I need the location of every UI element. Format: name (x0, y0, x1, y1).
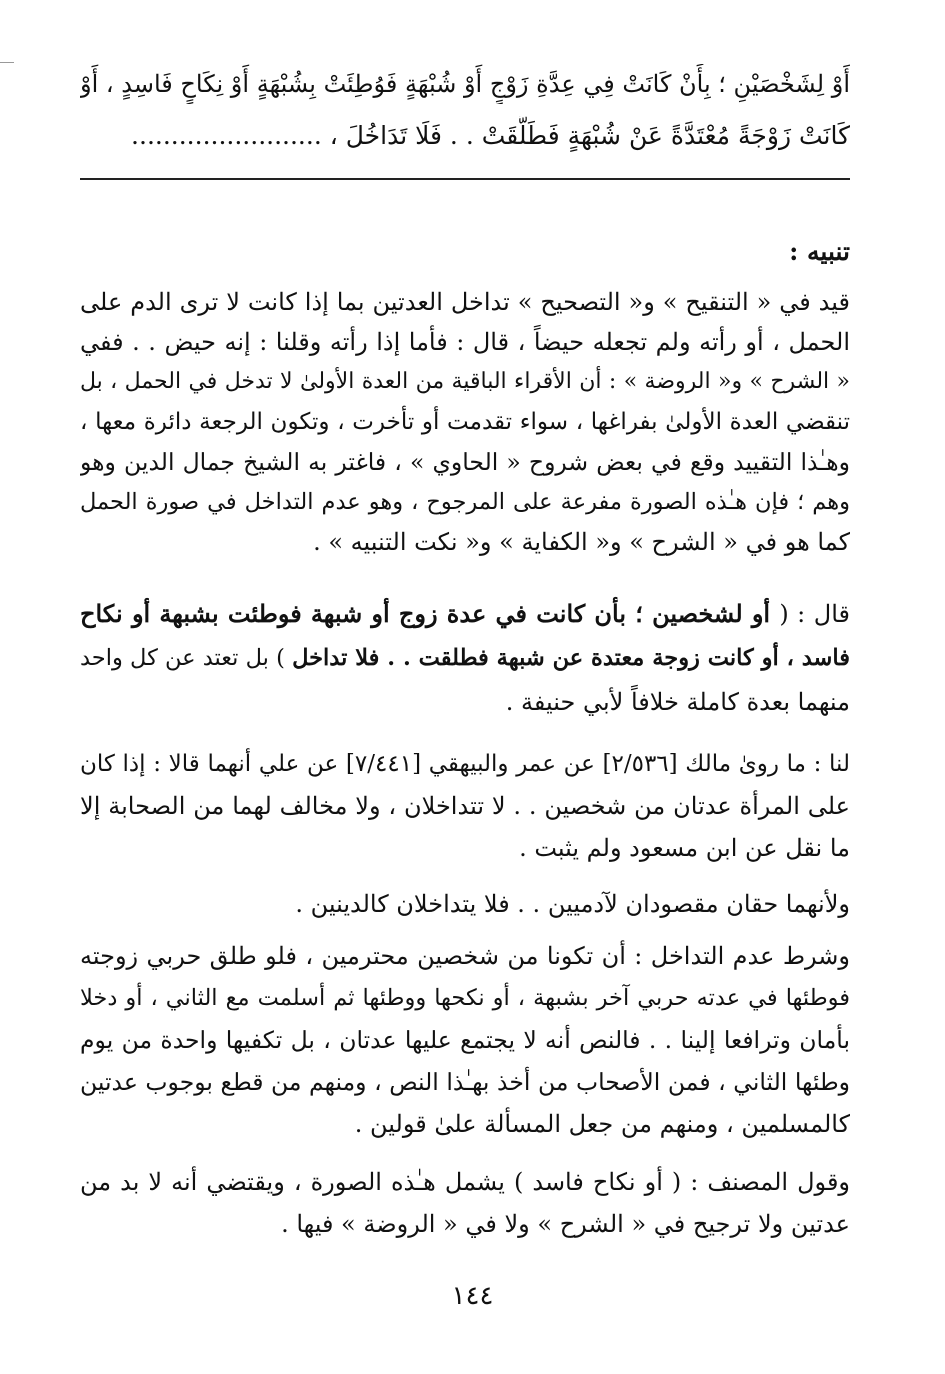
matn-line-2-dots: ........................ (131, 121, 322, 150)
p4-line-1: ولأنهما حقان مقصودان لآدميين . . فلا يتداخلان كالدينين . (295, 890, 850, 918)
p2-quote-open: قال : ( (779, 600, 850, 628)
p5-line-2: فوطئها في عدته حربي آخر بشبهة ، أو نكحها ووطئها ثم أسلمت مع الثاني ، أو دخلا (80, 985, 850, 1011)
p1-line-4: تنقضي العدة الأولىٰ بفراغها ، سواء تقدمت أو تأخرت ، وتكون الرجعة دائرة معها ، (80, 409, 850, 435)
scan-edge-mark (0, 62, 14, 63)
matn-line-2 (80, 116, 850, 156)
p2-line-1 (80, 594, 850, 634)
p2-rest: ) بل تعتد عن كل واحد (80, 645, 293, 671)
p1-line-1: قيد في « التنقيح » و« التصحيح » تداخل العدتين بما إذا كانت لا ترى الدم على (80, 288, 850, 316)
p3-line-3: ما نقل عن ابن مسعود ولم يثبت . (519, 834, 850, 862)
separator-rule (80, 178, 850, 180)
p1-line-7: كما هو في « الشرح » و« الكفاية » و« نكت التنبيه » . (313, 528, 850, 556)
p6-line-2: عدتين ولا ترجيح في « الشرح » ولا في « الروضة » فيها . (281, 1210, 850, 1238)
p2-line-3: منهما بعدة كاملة خلافاً لأبي حنيفة . (505, 688, 850, 716)
p5-line-4: وطئها الثاني ، فمن الأصحاب من أخذ بهـٰذا النص ، ومنهم من قطع بوجوب عدتين (80, 1068, 850, 1096)
p1-line-2: الحمل ، أو رأته ولم تجعله حيضاً ، قال : فأما إذا رأته وقلنا : إنه حيض . . ففي (80, 328, 850, 356)
p1-line-5: وهـٰذا التقييد وقع في بعض شروح « الحاوي » ، فاغتر به الشيخ جمال الدين وهو (80, 448, 850, 476)
p1-line-6: وهم ؛ فإن هـٰذه الصورة مفرعة على المرجوح ، وهو عدم التداخل في صورة الحمل (80, 489, 850, 515)
p1-line-3: « الشرح » و« الروضة » : أن الأقراء الباقية من العدة الأولىٰ لا تدخل في الحمل ، بل (80, 369, 850, 394)
p5-line-5: كالمسلمين ، ومنهم من جعل المسألة علىٰ قولين . (354, 1110, 850, 1138)
page-number: ١٤٤ (451, 1281, 494, 1311)
p2-line-2 (80, 638, 850, 678)
section-heading: تنبيه : (789, 237, 850, 266)
matn-line-2-text: كَانَتْ زَوْجَةً مُعْتَدَّةً عَنْ شُبْهَةٍ فَطَلَّقَتْ . . فَلَا تَدَاخُلَ ، (329, 121, 850, 150)
p3-line-2: على المرأة عدتان من شخصين . . لا تتداخلان ، ولا مخالف لهما من الصحابة إلا (80, 792, 850, 820)
p3-line-1: لنا : ما روىٰ مالك [٢/٥٣٦] عن عمر والبيهقي [٧/٤٤١] عن علي أنهما قالا : إذا كان (80, 751, 850, 777)
p6-line-1: وقول المصنف : ( أو نكاح فاسد ) يشمل هـٰذه الصورة ، ويقتضي أنه لا بد من (80, 1168, 850, 1196)
p2-bold-2: فاسد ، أو كانت زوجة معتدة عن شبهة فطلقت . . فلا تداخل (292, 645, 850, 671)
p5-line-1: وشرط عدم التداخل : أن تكونا من شخصين محترمين ، فلو طلق حربي زوجته (80, 942, 850, 970)
p5-line-3: بأمان وترافعا إلينا . . فالنص أنه لا يجتمع عليها عدتان ، بل تكفيها واحدة من يوم (80, 1026, 850, 1054)
p2-bold-1: أو لشخصين ؛ بأن كانت في عدة زوج أو شبهة فوطئت بشبهة أو نكاح (80, 599, 780, 628)
matn-line-1: أَوْ لِشَخْصَيْنِ ؛ بِأَنْ كَانَتْ فِي عِدَّةِ زَوْجٍ أَوْ شُبْهَةٍ فَوُطِئَتْ بِشُبْهَةٍ أَوْ نِكَاحٍ فَاسِدٍ ، أَوْ (80, 70, 850, 98)
